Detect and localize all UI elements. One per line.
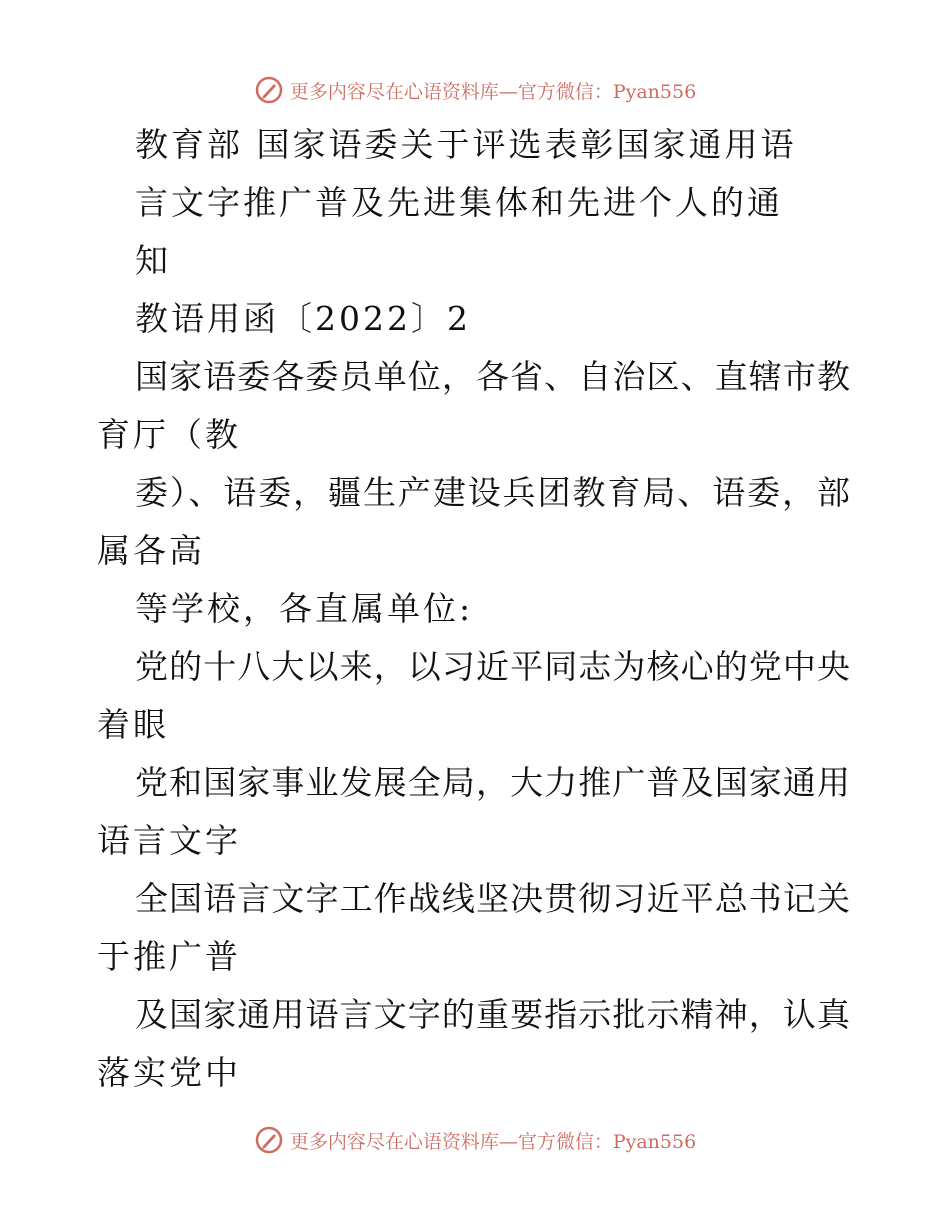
pen-circle-logo-icon [254, 1125, 284, 1155]
title-line-1: 教育部 国家语委关于评选表彰国家通用语 [135, 125, 797, 164]
title-line-2: 言文字推广普及先进集体和先进个人的通 [135, 183, 783, 222]
body-line-12: 及国家通用语言文字的重要指示批示精神，认真 [135, 995, 850, 1034]
footer-watermark-banner [0, 1120, 950, 1160]
body-line-3: 委）、语委，疆生产建设兵团教育局、语委，部 [135, 473, 850, 512]
footer-watermark-text: 更多内容尽在心语资料库—官方微信：Pyan556 [289, 1130, 697, 1153]
body-line-8: 党和国家事业发展全局，大力推广普及国家通用 [135, 763, 850, 802]
body-line-13: 落实党中 [97, 1053, 241, 1092]
body-line-7: 着眼 [97, 705, 169, 744]
body-line-1: 国家语委各委员单位，各省、自治区、直辖市教 [135, 357, 850, 396]
body-line-11: 于推广普 [97, 937, 241, 976]
body-line-5: 等学校，各直属单位: [135, 589, 474, 628]
document-number: 教语用函〔2022〕2 [135, 299, 471, 338]
body-line-6: 党的十八大以来，以习近平同志为核心的党中央 [135, 647, 850, 686]
body-line-2: 育厅（教 [97, 415, 241, 454]
body-line-4: 属各高 [97, 531, 205, 570]
header-watermark-text: 更多内容尽在心语资料库—官方微信：Pyan556 [289, 80, 697, 103]
body-line-10: 全国语言文字工作战线坚决贯彻习近平总书记关 [135, 879, 850, 918]
body-line-9: 语言文字 [97, 821, 241, 860]
header-watermark-banner [0, 70, 950, 110]
pen-circle-logo-icon [254, 75, 284, 105]
title-line-3: 知 [135, 241, 171, 280]
